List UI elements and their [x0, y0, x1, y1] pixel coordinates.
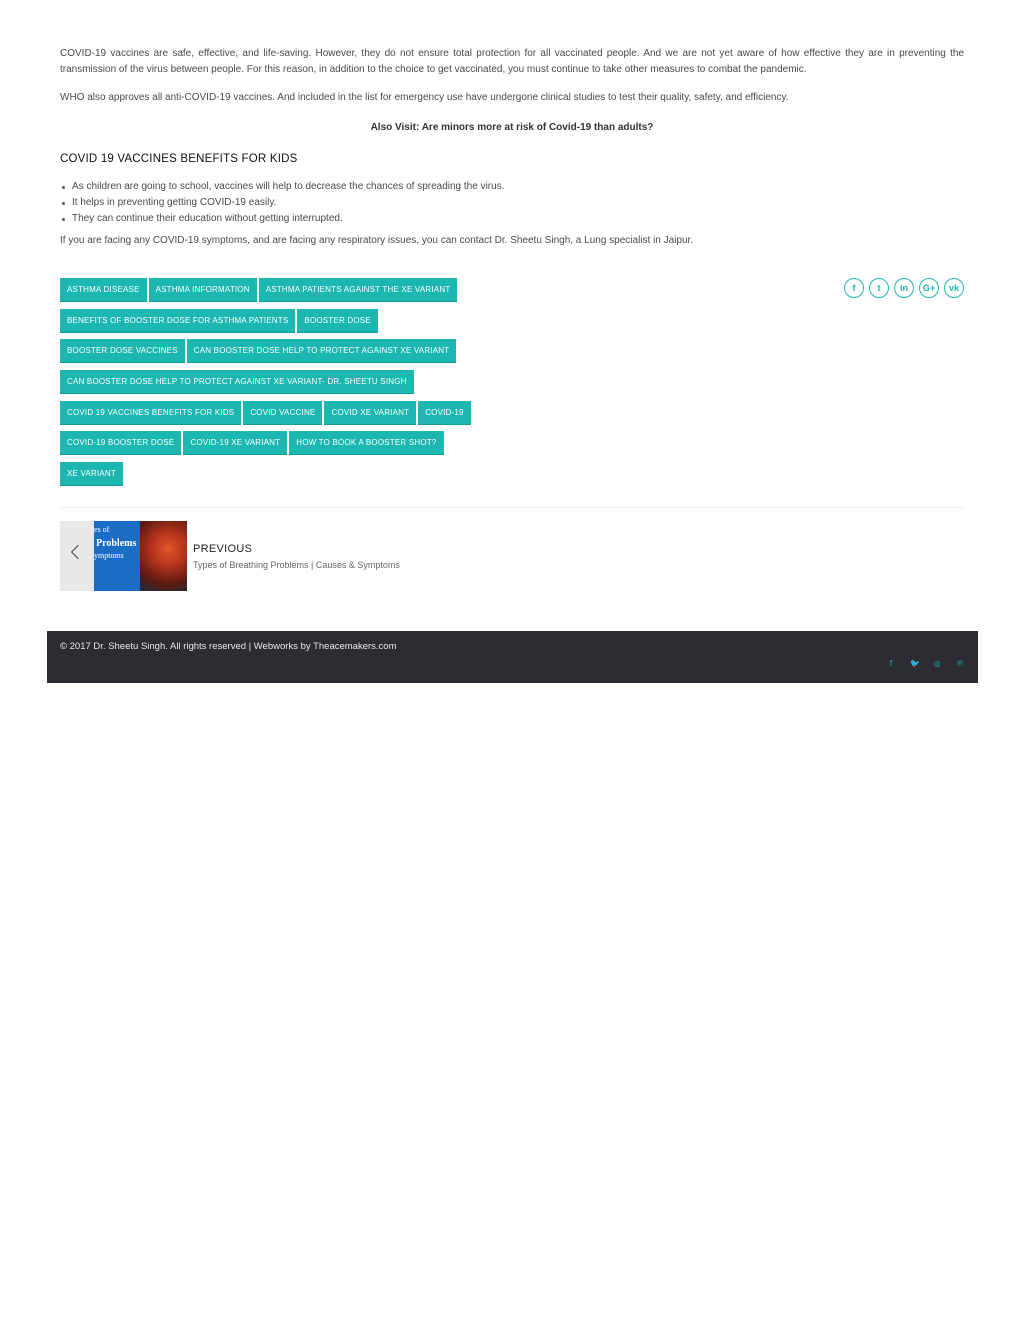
- vk-icon[interactable]: vk: [944, 278, 964, 298]
- thumb-text: Problems: [96, 538, 137, 549]
- tag-link[interactable]: BOOSTER DOSE: [297, 309, 377, 333]
- tag-link[interactable]: ASTHMA INFORMATION: [149, 278, 257, 302]
- previous-post-link[interactable]: [60, 521, 460, 591]
- tag-link[interactable]: COVID VACCINE: [243, 401, 322, 425]
- tag-link[interactable]: CAN BOOSTER DOSE HELP TO PROTECT AGAINST XE VARIANT- DR. SHEETU SINGH: [60, 370, 414, 394]
- footer: [47, 631, 978, 683]
- tag-link[interactable]: COVID-19 BOOSTER DOSE: [60, 431, 181, 455]
- twitter-icon[interactable]: 🐦: [910, 659, 920, 668]
- article-paragraph: WHO also approves all anti-COVID-19 vaccines. And included in the list for emergency use have undergone clinical studies to test their quality, safety, and efficiency.: [60, 92, 789, 103]
- chevron-left-icon[interactable]: [60, 521, 94, 591]
- tag-link[interactable]: COVID-19: [418, 401, 471, 425]
- tag-link[interactable]: COVID XE VARIANT: [324, 401, 416, 425]
- tag-link[interactable]: XE VARIANT: [60, 462, 123, 486]
- also-visit: [60, 122, 964, 133]
- lung-image: [140, 521, 187, 591]
- benefits-list: [60, 179, 964, 227]
- tag-link[interactable]: CAN BOOSTER DOSE HELP TO PROTECT AGAINST XE VARIANT: [187, 339, 457, 363]
- previous-label: PREVIOUS: [193, 543, 253, 555]
- tag-link[interactable]: ASTHMA DISEASE: [60, 278, 147, 302]
- copyright-text: © 2017 Dr. Sheetu Singh. All rights reserved | Webworks by Theacemakers.com: [60, 641, 397, 652]
- tag-cloud: [60, 278, 620, 493]
- contact-paragraph: If you are facing any COVID-19 symptoms, and are facing any respiratory issues, you can contact Dr. Sheetu Singh, a Lung specialist in Jaipur.: [60, 235, 694, 246]
- section-heading: COVID 19 VACCINES BENEFITS FOR KIDS: [60, 153, 298, 165]
- tag-link[interactable]: COVID 19 VACCINES BENEFITS FOR KIDS: [60, 401, 241, 425]
- footer-social: [872, 659, 964, 668]
- tag-link[interactable]: ASTHMA PATIENTS AGAINST THE XE VARIANT: [259, 278, 458, 302]
- linkedin-icon[interactable]: in: [894, 278, 914, 298]
- tag-link[interactable]: BOOSTER DOSE VACCINES: [60, 339, 185, 363]
- thumb-text: es of: [94, 525, 110, 534]
- instagram-icon[interactable]: ◎: [933, 659, 941, 668]
- facebook-icon[interactable]: f: [844, 278, 864, 298]
- previous-post-title[interactable]: Types of Breathing Problems | Causes & Symptoms: [193, 560, 400, 570]
- tag-link[interactable]: COVID-19 XE VARIANT: [183, 431, 287, 455]
- pinterest-icon[interactable]: ℗: [957, 659, 963, 668]
- also-visit-prefix: Also Visit:: [370, 122, 422, 133]
- list-item: They can continue their education without getting interrupted.: [72, 211, 964, 227]
- thumb-text: ymptoms: [94, 551, 124, 560]
- tag-link[interactable]: HOW TO BOOK A BOOSTER SHOT?: [289, 431, 443, 455]
- twitter-icon[interactable]: t: [869, 278, 889, 298]
- also-visit-link[interactable]: Are minors more at risk of Covid-19 than adults?: [421, 122, 654, 133]
- google-plus-icon[interactable]: G+: [919, 278, 939, 298]
- list-item: As children are going to school, vaccines will help to decrease the chances of spreading the virus.: [72, 179, 964, 195]
- article-body: [60, 46, 964, 249]
- list-item: It helps in preventing getting COVID-19 easily.: [72, 195, 964, 211]
- share-buttons: [839, 278, 964, 298]
- article-paragraph: COVID-19 vaccines are safe, effective, and life-saving. However, they do not ensure total protection for all vaccinated people. And we are not yet aware of how effective they are in preventing the transmission of the virus between people. For this reason, in addition to the choice to get vaccinated, you must continue to take other measures to combat the pandemic.: [60, 48, 964, 75]
- tag-link[interactable]: BENEFITS OF BOOSTER DOSE FOR ASTHMA PATIENTS: [60, 309, 295, 333]
- divider: [60, 507, 964, 508]
- previous-post-thumbnail[interactable]: [94, 521, 187, 591]
- facebook-icon[interactable]: f: [889, 659, 893, 668]
